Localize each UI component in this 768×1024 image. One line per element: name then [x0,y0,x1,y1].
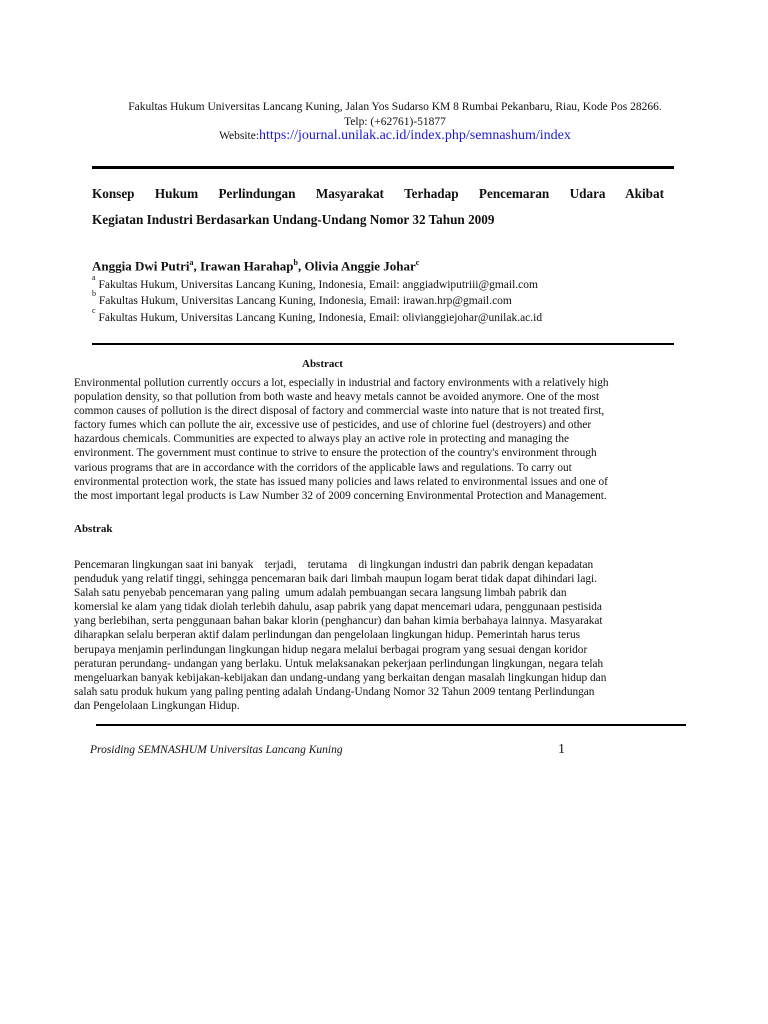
abstract-body [74,376,690,503]
author-separator: , [193,258,200,274]
abstrak-line: diharapkan selalu berperan aktif dalam perlindungan dan pengelolaan lingkungan hidup. Pemerintah harus terus [74,629,580,642]
website-link[interactable]: https://journal.unilak.ac.id/index.php/semnashum/index [259,128,571,143]
author-name: Olivia Anggie Johar [304,258,416,274]
affiliation-c [92,306,542,326]
abstract-line: Environmental pollution currently occurs a lot, especially in industrial and factory environments with a relatively high [74,377,609,389]
page-number: 1 [558,742,565,757]
abstrak-body [74,558,690,713]
affiliation-mark: c [92,306,96,315]
affiliation-text: Fakultas Hukum, Universitas Lancang Kuning, Indonesia, Email: irawan.hrp@gmail.com [98,294,512,307]
abstract-line: factory fumes which can pollute the air, excessive use of pesticides, and use of chlorine fuel (destroyers) and other [74,419,592,432]
affiliation-text: Fakultas Hukum, Universitas Lancang Kuning, Indonesia, Email: olivianggiejohar@unilak.ac.id [98,311,543,324]
affiliation-mark: a [92,273,96,282]
abstract-line: population density, so that pollution from both waste and heavy metals cannot be avoided anymore. One of the most [74,391,600,404]
institution-header [60,100,730,144]
footer-journal-name: Prosiding SEMNASHUM Universitas Lancang Kuning [90,744,343,756]
affiliation-mark: b [92,289,96,298]
paper-title [92,181,664,233]
abstrak-line: Salah satu penyebab pencemaran yang paling umum adalah pembuangan secara langsung limbah pabrik dan [74,587,567,600]
institution-phone: Telp: (+62761)-51877 [344,115,446,128]
paper-title-line-2: Kegiatan Industri Berdasarkan Undang-Undang Nomor 32 Tahun 2009 [92,212,495,227]
abstrak-line: salah satu produk hukum yang paling penting adalah Undang-Undang Nomor 32 Tahun 2009 tentang Perlindungan [74,685,595,698]
institution-address: Fakultas Hukum Universitas Lancang Kuning, Jalan Yos Sudarso KM 8 Rumbai Pekanbaru, Riau, Kode Pos 28266. [128,101,662,113]
abstract-line: environment. The government must continue to strive to ensure the protection of the country's environment through [74,447,597,460]
abstract-line: common causes of pollution is the direct disposal of factory and commercial waste into nature that is not treated first, [74,405,605,418]
abstrak-line: Pencemaran lingkungan saat ini banyak terjadi, terutama di lingkungan industri dan pabrik dengan kepadatan [74,559,594,571]
author-separator: , [298,258,305,274]
abstrak-line: berupaya menjamin perlindungan lingkungan hidup negara melalui berbagai program yang sesuai dengan koridor [74,643,588,656]
author-mark: a [189,258,194,267]
abstrak-line: penduduk yang relatif tinggi, sehingga pencemaran baik dari limbah maupun logam berat tidak dapat dihindari lagi. [74,573,597,586]
abstrak-line: komersial ke alam yang tidak diolah terlebih dahulu, asap pabrik yang dapat mencemari udara, penggunaan pestisida [74,601,602,614]
abstrak-line: dan Pengelolaan Lingkungan Hidup. [74,699,240,712]
paper-title-line-1: Konsep Hukum Perlindungan Masyarakat Terhadap Pencemaran Udara Akibat [92,186,664,201]
abstrak-line: peraturan perundang- undangan yang berlaku. Untuk melaksanakan pekerjaan perlindungan lingkungan, negara telah [74,657,604,670]
affiliation-text: Fakultas Hukum, Universitas Lancang Kuning, Indonesia, Email: anggiadwiputriii@gmail.com [98,278,538,291]
abstract-line: various programs that are in accordance with the corridors of the applicable laws and regulations. To carry out [74,461,572,474]
author-list [92,258,419,274]
abstract-line: environmental protection work, the state has issued many policies and laws related to environmental issues and one of [74,475,608,488]
abstract-divider [92,343,674,345]
footer-divider [96,724,686,726]
author-name: Irawan Harahap [200,258,294,274]
author-mark: c [415,258,420,267]
header-divider [92,166,674,169]
abstrak-line: yang berlebihan, serta penggunaan bahan bakar klorin (penghancur) dan bahan kimia berbahaya lainnya. Masyarakat [74,615,603,628]
abstract-line: hazardous chemicals. Communities are expected to always play an active role in protecting and managing the [74,433,570,446]
abstrak-line: mengeluarkan banyak kebijakan-kebijakan dan undang-undang yang berkaitan dengan masalah lingkungan hidup dan [74,671,607,684]
abstract-heading: Abstract [302,358,343,370]
author-name: Anggia Dwi Putri [92,258,190,274]
institution-website [60,129,730,144]
abstract-line: the most important legal products is Law Number 32 of 2009 concerning Environmental Protection and Management. [74,489,607,502]
author-mark: b [293,258,298,267]
website-label: Website: [219,130,260,142]
abstrak-heading: Abstrak [74,523,113,535]
